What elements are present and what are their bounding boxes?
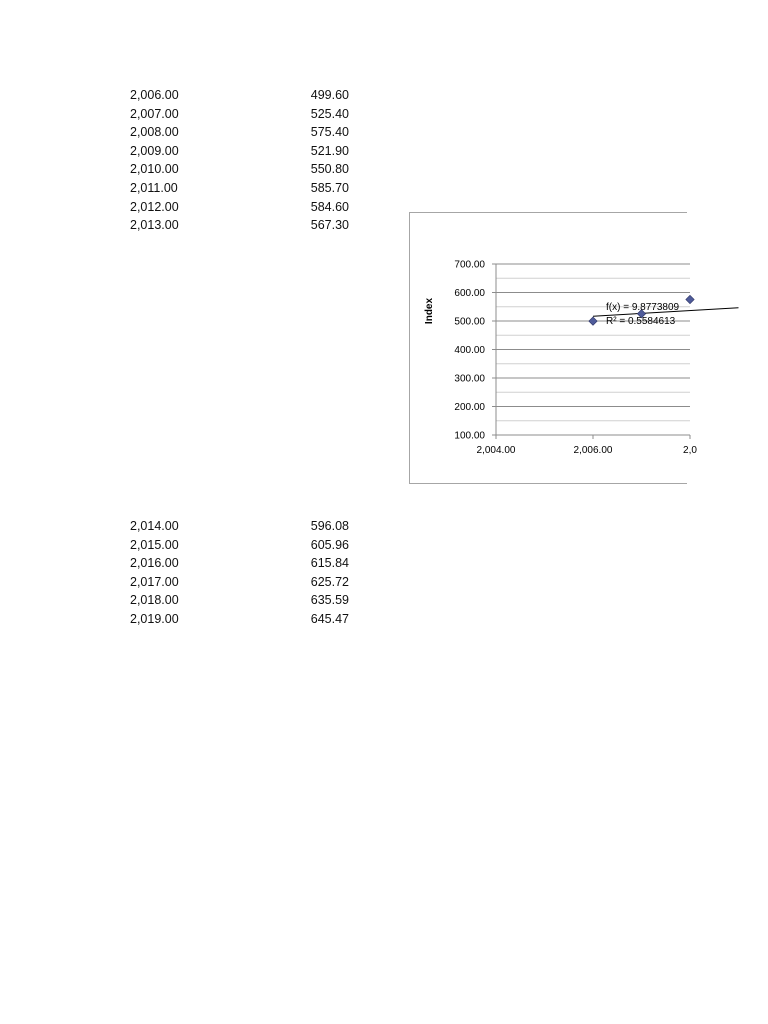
value-cell[interactable]: 525.40: [310, 106, 349, 121]
y-tick-label: 500.00: [454, 316, 485, 328]
value-cell[interactable]: 585.70: [310, 180, 349, 195]
y-tick-label: 300.00: [454, 373, 485, 385]
year-cell[interactable]: 2,006.00: [130, 88, 179, 102]
value-cell[interactable]: 499.60: [310, 88, 349, 102]
y-tick-label: 600.00: [454, 288, 485, 299]
year-cell[interactable]: 2,007.00: [130, 106, 179, 121]
value-cell[interactable]: 596.08: [310, 519, 349, 533]
table-row: [0, 160, 768, 179]
scatter-chart: [410, 213, 697, 483]
table-row: [0, 123, 768, 142]
table-row: [0, 591, 768, 610]
table-row: [0, 573, 768, 592]
value-cell[interactable]: 575.40: [310, 125, 349, 140]
table-row: [0, 517, 768, 536]
year-cell[interactable]: 2,009.00: [130, 143, 179, 158]
value-cell[interactable]: 521.90: [310, 143, 349, 158]
table-row: [0, 536, 768, 555]
year-cell[interactable]: 2,010.00: [130, 162, 179, 177]
data-point: [686, 295, 694, 303]
value-cell[interactable]: 550.80: [310, 162, 349, 177]
year-cell[interactable]: 2,016.00: [130, 556, 179, 571]
year-cell[interactable]: 2,018.00: [130, 593, 179, 608]
value-cell[interactable]: 645.47: [310, 611, 349, 626]
trendline-equation: f(x) = 9.8773809: [606, 302, 680, 313]
year-cell[interactable]: 2,012.00: [130, 199, 179, 214]
table-row: [0, 142, 768, 161]
year-cell[interactable]: 2,015.00: [130, 537, 179, 552]
x-tick-label: 2,0: [683, 445, 697, 456]
value-cell[interactable]: 567.30: [310, 218, 349, 233]
value-cell[interactable]: 605.96: [310, 537, 349, 552]
year-cell[interactable]: 2,008.00: [130, 125, 179, 140]
year-cell[interactable]: 2,017.00: [130, 574, 179, 589]
data-point: [589, 317, 597, 325]
chart-box[interactable]: [409, 212, 697, 484]
table-row: [0, 179, 768, 198]
year-cell[interactable]: 2,014.00: [130, 519, 179, 533]
x-tick-label: 2,006.00: [573, 445, 613, 456]
value-cell[interactable]: 584.60: [310, 199, 349, 214]
x-tick-label: 2,004.00: [476, 445, 516, 456]
value-cell[interactable]: 615.84: [310, 556, 349, 571]
y-tick-label: 200.00: [454, 402, 485, 413]
year-cell[interactable]: 2,013.00: [130, 218, 179, 233]
table-row: [0, 105, 768, 124]
table-row: [0, 610, 768, 629]
year-cell[interactable]: 2,019.00: [130, 611, 179, 626]
y-axis-label: Index: [424, 297, 435, 325]
y-tick-label: 400.00: [454, 345, 485, 356]
trendline-r2: R² = 0.5584613: [606, 316, 676, 327]
y-tick-label: 700.00: [454, 259, 485, 271]
value-cell[interactable]: 625.72: [310, 574, 349, 589]
table-row: [0, 86, 768, 105]
table-row: [0, 554, 768, 573]
data-table-bottom: [0, 517, 768, 629]
year-cell[interactable]: 2,011.00: [130, 180, 178, 195]
y-tick-label: 100.00: [454, 430, 485, 442]
value-cell[interactable]: 635.59: [310, 593, 349, 608]
